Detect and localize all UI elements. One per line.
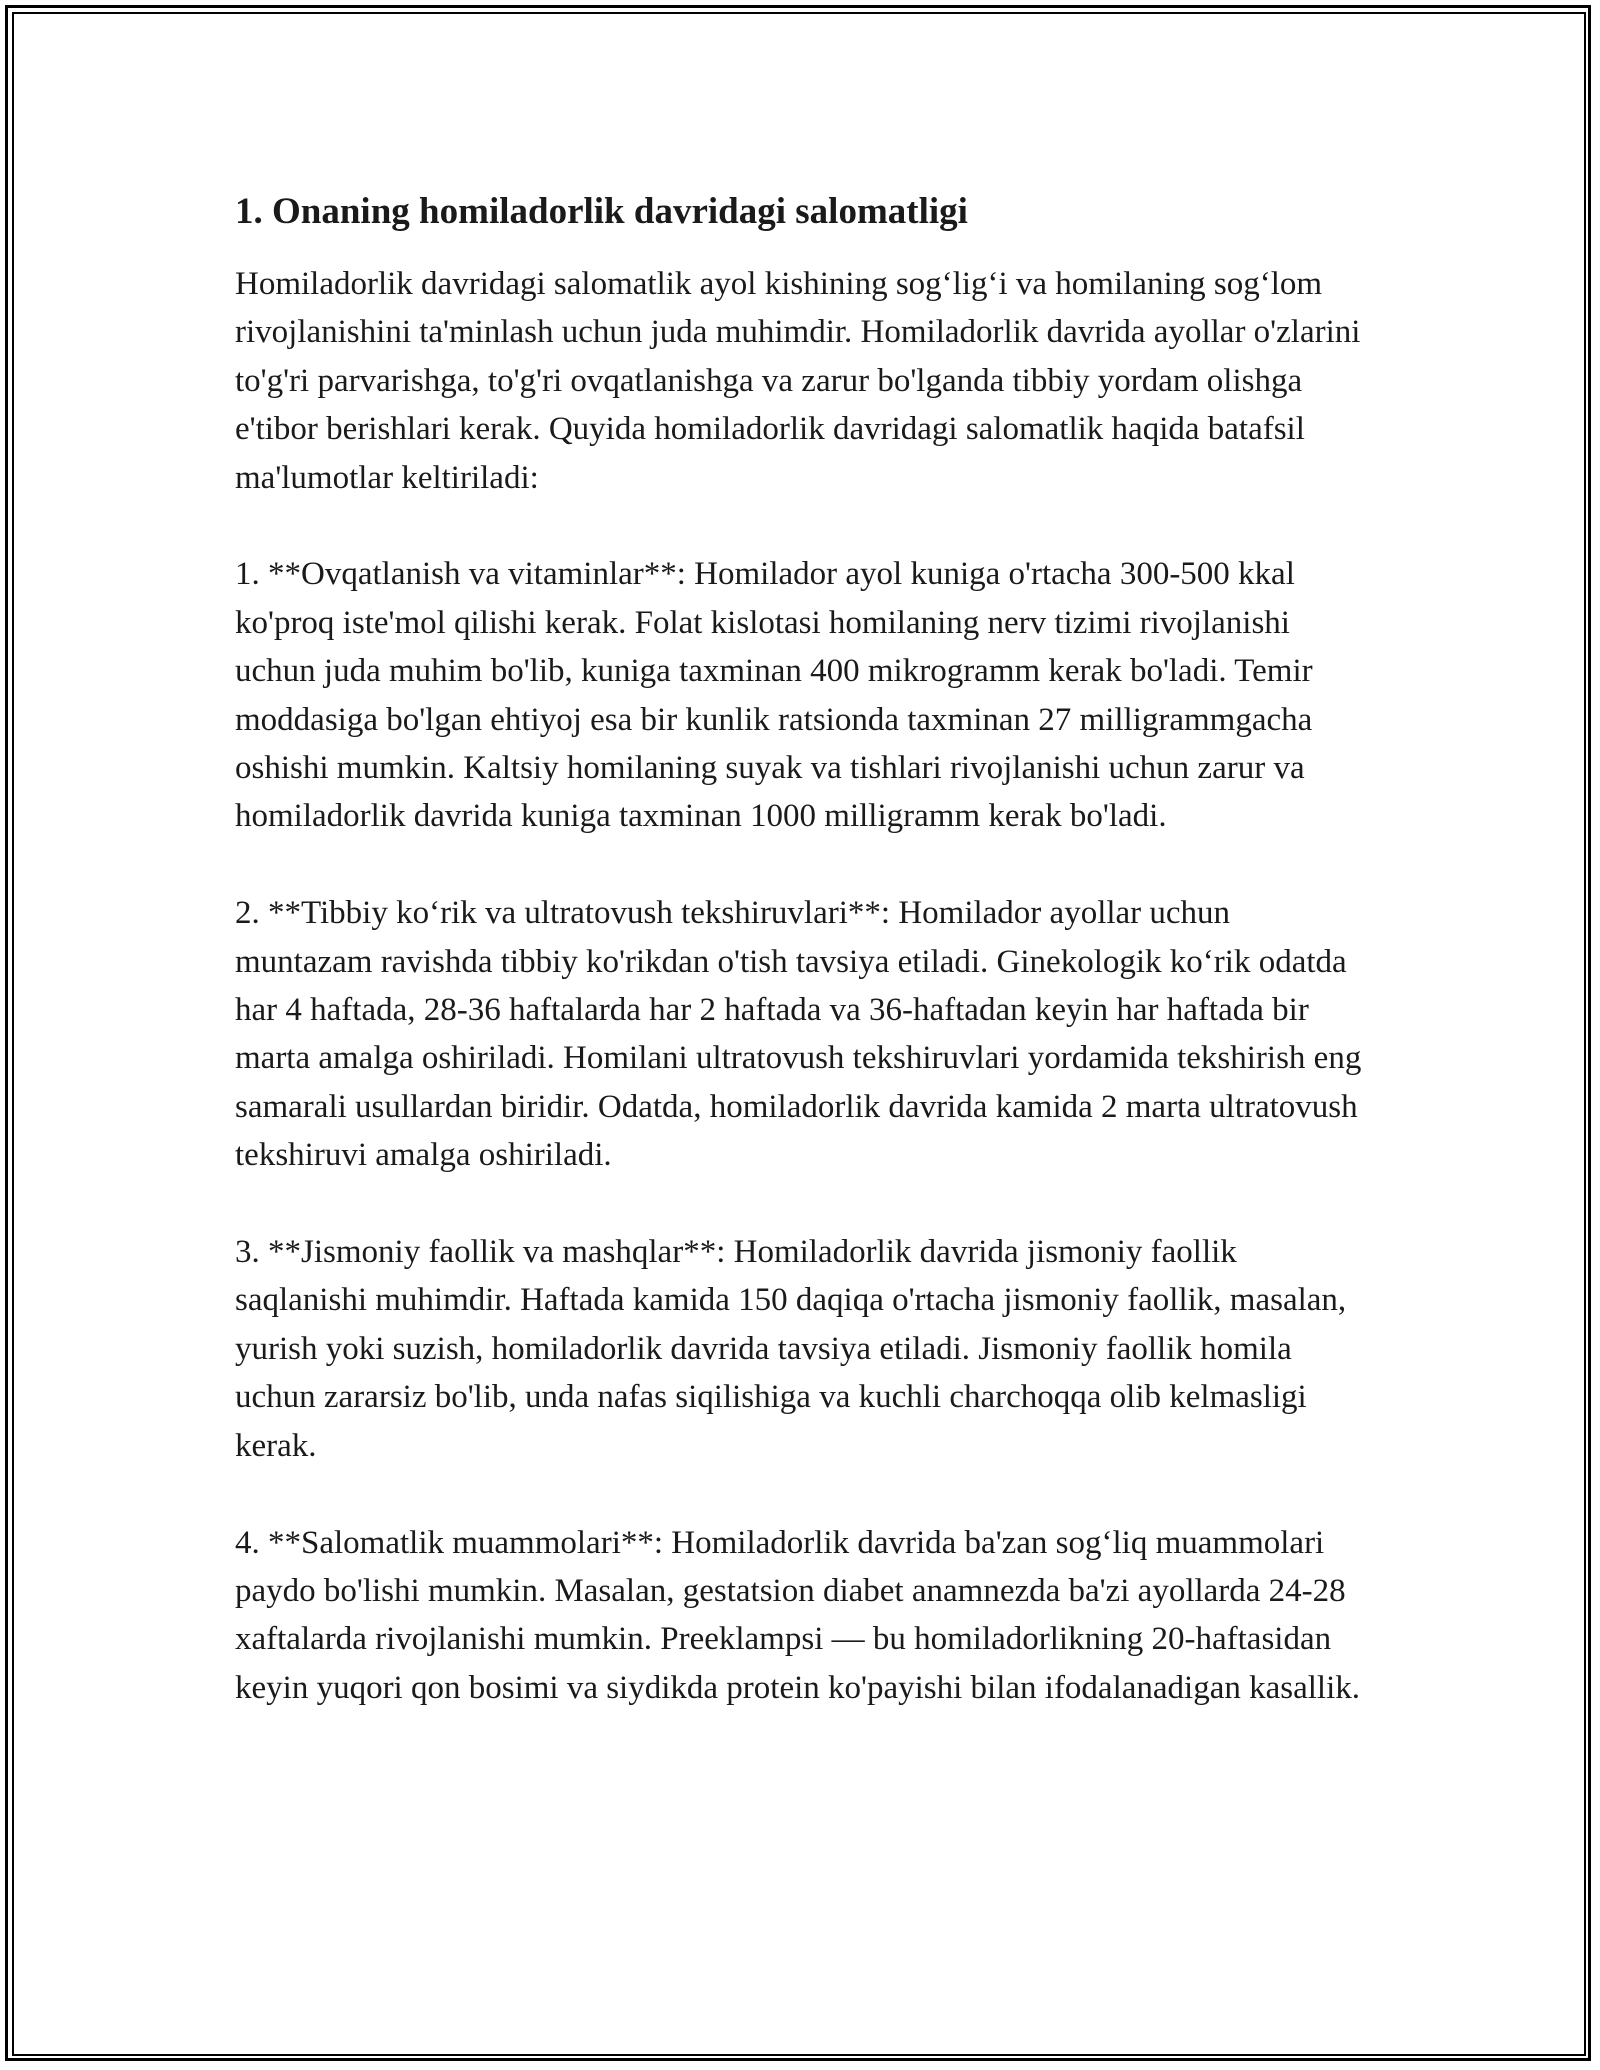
paragraph-medical-checkups: 2. **Tibbiy ko‘rik va ultratovush tekshiruvlari**: Homilador ayollar uchun muntazam ravishda tibbiy ko'rikdan o'tish tavsiya etiladi. Ginekologik ko‘rik odatda har 4 haftada, 28-36 haftalarda har 2 haftada va 36-haftadan keyin har haftada bir marta amalga oshiriladi. Homilani ultratovush tekshiruvlari yordamida tekshirish eng samarali usullardan biridir. Odatda, homiladorlik davrida kamida 2 marta ultratovush tekshiruvi amalga oshiriladi. [235, 895, 1362, 1174]
document-body [235, 188, 1365, 1761]
paragraph-nutrition: 1. **Ovqatlanish va vitaminlar**: Homilador ayol kuniga o'rtacha 300-500 kkal ko'proq iste'mol qilishi kerak. Folat kislotasi homilaning nerv tizimi rivojlanishi uchun juda muhim bo'lib, kuniga taxminan 400 mikrogramm kerak bo'ladi. Temir moddasiga bo'lgan ehtiyoj esa bir kunlik ratsionda taxminan 27 milligrammgacha oshishi mumkin. Kaltsiy homilaning suyak va tishlari rivojlanishi uchun zarur va homiladorlik davrida kuniga taxminan 1000 milligramm kerak bo'ladi. [235, 556, 1313, 835]
intro-paragraph: Homiladorlik davridagi salomatlik ayol kishining sog‘lig‘i va homilaning sog‘lom rivojlanishini ta'minlash uchun juda muhimdir. Homiladorlik davrida ayollar o'zlarini to'g'ri parvarishga, to'g'ri ovqatlanishga va zarur bo'lganda tibbiy yordam olishga e'tibor berishlari kerak. Quyida homiladorlik davridagi salomatlik haqida batafsil ma'lumotlar keltiriladi: [235, 266, 1361, 496]
section-heading: 1. Onaning homiladorlik davridagi salomatligi [235, 191, 968, 232]
paragraph-health-problems: 4. **Salomatlik muammolari**: Homiladorlik davrida ba'zan sog‘liq muammolari paydo bo'lishi mumkin. Masalan, gestatsion diabet anamnezda ba'zi ayollarda 24-28 xaftalarda rivojlanishi mumkin. Preeklampsi — bu homiladorlikning 20-haftasidan keyin yuqori qon bosimi va siydikda protein ko'payishi bilan ifodalanadigan kasallik. [235, 1524, 1360, 1706]
paragraph-physical-activity: 3. **Jismoniy faollik va mashqlar**: Homiladorlik davrida jismoniy faollik saqlanishi muhimdir. Haftada kamida 150 daqiqa o'rtacha jismoniy faollik, masalan, yurish yoki suzish, homiladorlik davrida tavsiya etiladi. Jismoniy faollik homila uchun zararsiz bo'lib, unda nafas siqilishiga va kuchli charchoqqa olib kelmasligi kerak. [235, 1234, 1347, 1464]
